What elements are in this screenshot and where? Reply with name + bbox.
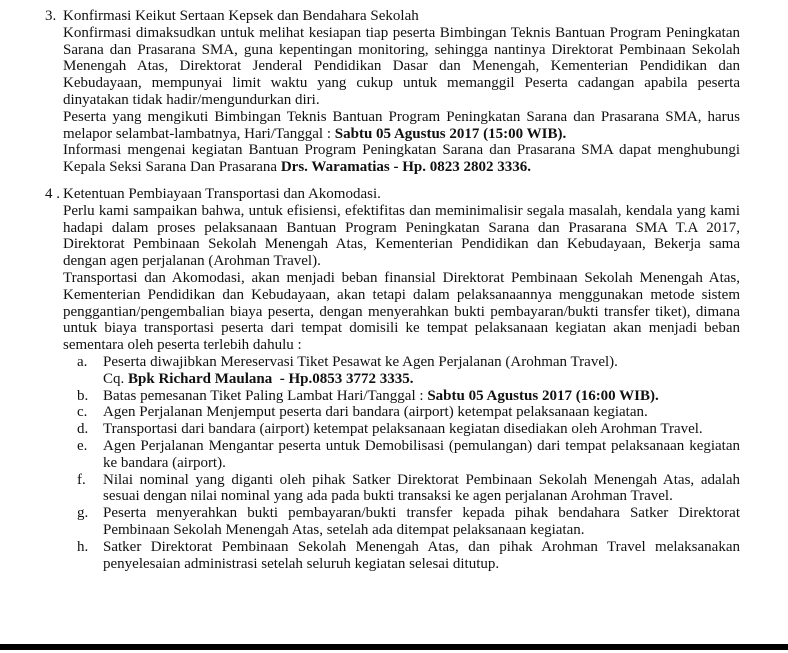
text-run: Nilai nominal yang diganti oleh pihak Satker Direktorat Pembinaan Sekolah Menengah Atas, adalah sesuai dengan nilai nominal yang ada pada bukti transaksi ke agen perjalanan Arohman Travel. bbox=[103, 471, 740, 505]
text-run: Satker Direktorat Pembinaan Sekolah Menengah Atas, dan pihak Arohman Travel melaksanakan penyelesaian administrasi setelah seluruh kegiatan selesai ditutup. bbox=[103, 538, 740, 572]
list-item-b-marker: b. bbox=[77, 387, 89, 404]
text-run: Drs. Waramatias - Hp. 0823 2802 3336. bbox=[280, 159, 531, 176]
text-run: Peserta diwajibkan Mereservasi Tiket Pesawat ke Agen Perjalanan (Arohman Travel). bbox=[103, 353, 618, 370]
text-run: Informasi mengenai kegiatan Bantuan Program Peningkatan Sarana dan Prasarana SMA dapat menghubungi Kepala Seksi Sarana Dan Prasarana bbox=[63, 142, 740, 176]
list-item-h-marker: h. bbox=[77, 538, 89, 555]
text-run: Batas pemesanan Tiket Paling Lambat Hari/Tanggal : bbox=[103, 387, 428, 404]
text-run: Sabtu 05 Agustus 2017 (15:00 WIB). bbox=[334, 125, 567, 142]
text-run: Perlu kami sampaikan bahwa, untuk efisiensi, efektifitas dan meminimalisir segala masalah, kendala yang kami hadapi dalam proses pelaksanaan Bantuan Program Peningkatan Sarana dan Prasarana SMA T.A 2017, Direktorat Pembinaan Sekolah Menengah Atas, Kementerian Pendidikan dan Kebudayaan, Bekerja sama dengan agen perjalanan (Arohman Travel). bbox=[63, 202, 740, 270]
list-item-g bbox=[63, 505, 740, 539]
text-run: Cq. bbox=[103, 370, 129, 387]
text-run: Peserta yang mengikuti Bimbingan Teknis Bantuan Program Peningkatan Sarana dan Prasarana SMA, harus melapor selambat-lambatnya, Hari/Tanggal : bbox=[63, 108, 740, 142]
text-run: Konfirmasi dimaksudkan untuk melihat kesiapan tiap peserta Bimbingan Teknis Bantuan Program Peningkatan Sarana dan Prasarana SMA, guna kepentingan monitoring, sehingga nantinya Direktorat Pembinaan Sekolah Menengah Atas, Direktorat Jenderal Pendidikan Dasar dan Menengah, Kementerian Pendidikan dan Kebudayaan, mempunyai limit waktu yang cukup untuk memanggil Peserta cadangan apabila peserta dinyatakan tidak hadir/mengundurkan diri. bbox=[63, 24, 740, 108]
document-content bbox=[45, 8, 740, 572]
section-3-confirmation bbox=[45, 8, 740, 176]
list-item-e-text bbox=[103, 438, 740, 472]
list-item-f bbox=[63, 472, 740, 506]
list-item-e bbox=[63, 438, 740, 472]
list-item-a bbox=[63, 354, 740, 388]
section-3-number: 3. bbox=[45, 8, 57, 24]
paragraph-transport-accommodation bbox=[63, 270, 740, 354]
paragraph-contact-info bbox=[63, 142, 740, 176]
list-item-h bbox=[63, 539, 740, 573]
section-4-title: Ketentuan Pembiayaan Transportasi dan Akomodasi. bbox=[63, 185, 381, 202]
list-item-a-marker: a. bbox=[77, 353, 88, 370]
section-4-number: 4 . bbox=[45, 185, 60, 202]
list-item-b-text bbox=[103, 388, 740, 405]
list-item-d bbox=[63, 421, 740, 438]
text-run: Agen Perjalanan Mengantar peserta untuk Demobilisasi (pemulangan) dari tempat pelaksanaan kegiatan ke bandara (airport). bbox=[103, 437, 740, 471]
list-item-a-text bbox=[103, 354, 740, 388]
list-item-h-text bbox=[103, 539, 740, 573]
list-item-f-marker: f. bbox=[77, 471, 86, 488]
section-3-body bbox=[63, 25, 740, 176]
section-4-heading-row bbox=[45, 186, 740, 203]
section-4-body bbox=[63, 203, 740, 573]
section-3-title: Konfirmasi Keikut Sertaan Kepsek dan Bendahara Sekolah bbox=[63, 8, 419, 24]
text-run: Transportasi dari bandara (airport) ketempat pelaksanaan kegiatan disediakan oleh Arohman Travel. bbox=[103, 421, 703, 438]
list-item-d-text bbox=[103, 421, 740, 438]
bottom-border-line bbox=[0, 644, 788, 650]
section-4-financing bbox=[45, 186, 740, 572]
list-item-c bbox=[63, 404, 740, 421]
text-run: Sabtu 05 Agustus 2017 (16:00 WIB). bbox=[427, 387, 659, 404]
list-item-c-text bbox=[103, 404, 740, 421]
list-item-e-marker: e. bbox=[77, 437, 88, 454]
text-run: Bpk Richard Maulana - Hp.0853 3772 3335. bbox=[128, 370, 414, 387]
paragraph-report-deadline bbox=[63, 109, 740, 143]
list-item-f-text bbox=[103, 472, 740, 506]
list-item-c-marker: c. bbox=[77, 404, 88, 421]
text-run: Peserta menyerahkan bukti pembayaran/bukti transfer kepada pihak bendahara Satker Direktorat Pembinaan Sekolah Menengah Atas, setelah ada ditempat pelaksanaan kegiatan. bbox=[103, 505, 740, 538]
list-item-d-marker: d. bbox=[77, 421, 89, 438]
list-item-b bbox=[63, 388, 740, 405]
text-run: Transportasi dan Akomodasi, akan menjadi beban finansial Direktorat Pembinaan Sekolah Menengah Atas, Kementerian Pendidikan dan Kebudayaan, akan tetapi dalam pelaksanaannya menggunakan metode sistem penggantian/pengembalian biaya peserta, dengan menyerahkan bukti pembayaran/bukti transfer tiket), dimana untuk biaya transportasi peserta dari tempat domisili ke tempat pelaksanaan kegiatan akan menjadi beban sementara oleh peserta terlebih dahulu : bbox=[63, 269, 740, 354]
paragraph-confirmation-purpose bbox=[63, 25, 740, 109]
paragraph-financing-intro bbox=[63, 203, 740, 270]
text-run: Agen Perjalanan Menjemput peserta dari bandara (airport) ketempat pelaksanaan kegiatan. bbox=[103, 404, 648, 421]
section-3-heading-row bbox=[45, 8, 740, 25]
list-item-g-text bbox=[103, 505, 740, 539]
list-item-g-marker: g. bbox=[77, 505, 89, 522]
